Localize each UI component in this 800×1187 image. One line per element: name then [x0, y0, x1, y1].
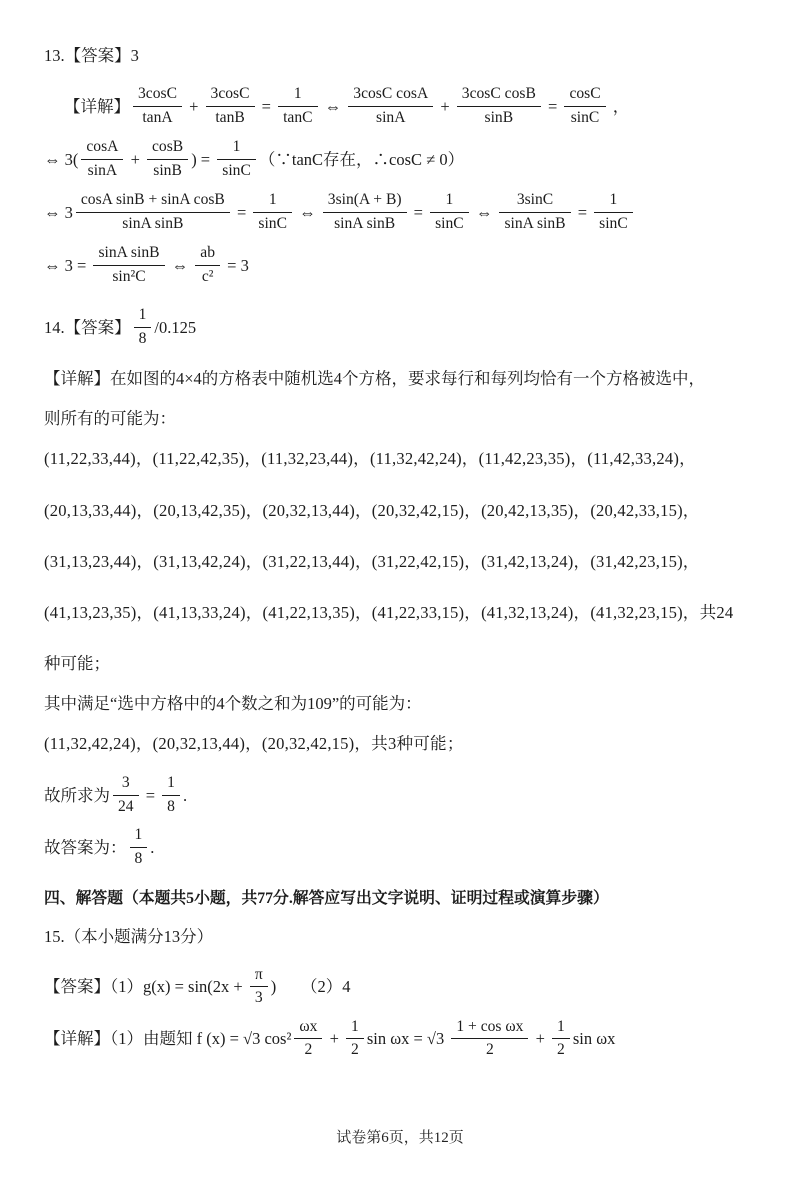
fraction-numerator: sinA sinB — [93, 244, 164, 266]
text-run: f (x) = √3 cos² — [196, 1029, 292, 1049]
fraction-denominator: 2 — [557, 1041, 565, 1059]
text-run: (11,32,42,24)，(20,32,13,44)，(20,32,42,15)，共3种可能； — [44, 734, 464, 754]
fraction-denominator: tanB — [215, 108, 245, 126]
fraction-denominator: 8 — [134, 850, 143, 868]
q14-probability-line — [44, 774, 756, 818]
fraction — [430, 191, 469, 233]
text-run: + — [184, 96, 203, 116]
fraction — [93, 244, 164, 286]
text-run: ) — [270, 977, 277, 997]
fraction-denominator: sinA sinB — [122, 214, 184, 232]
fraction — [499, 191, 570, 233]
fraction-denominator: sinC — [435, 214, 464, 232]
fraction-denominator: sinC — [599, 214, 628, 232]
fraction-denominator: sin²C — [112, 267, 146, 285]
q13-detail-line-4 — [44, 243, 756, 287]
q14-count-line — [44, 652, 756, 675]
fraction — [130, 826, 148, 868]
fraction-numerator: 3cosC — [133, 85, 182, 107]
fraction — [195, 244, 220, 286]
fraction — [76, 191, 230, 233]
q15-detail-line — [44, 1017, 756, 1061]
text-run: ⇔ — [295, 202, 320, 222]
text-run: ⇔ — [471, 202, 497, 222]
fraction-numerator: 3cosC cosA — [348, 85, 433, 107]
fraction-denominator: c² — [201, 267, 214, 285]
fraction — [346, 1018, 364, 1060]
fraction-denominator: 8 — [138, 329, 147, 347]
fraction-denominator: tanA — [142, 108, 173, 126]
fraction — [217, 138, 256, 180]
text-run: = — [409, 202, 428, 222]
text-run: g(x) = sin(2x + — [143, 977, 247, 997]
fraction-denominator: sinB — [153, 161, 182, 179]
fraction-numerator: π — [250, 966, 268, 988]
fraction-denominator: sinA — [87, 161, 118, 179]
text-run: 13.【答案】3 — [44, 46, 139, 65]
q14-possibilities-label — [44, 407, 756, 430]
fraction-numerator: 1 — [217, 138, 256, 160]
q14-tuple-row-1 — [44, 447, 756, 470]
text-run: sin ωx = √3 — [366, 1029, 449, 1049]
text-run: 则所有的可能为： — [44, 409, 176, 429]
text-run: ) = — [191, 149, 215, 169]
text-run: (11,22,33,44)，(11,22,42,35)，(11,32,23,44)，(11,32,42,24)，(11,42,23,35)，(11,42,33,24)， — [44, 449, 696, 469]
text-run: + — [126, 149, 144, 169]
text-run: 故所求为 — [44, 786, 110, 806]
fraction — [451, 1018, 528, 1060]
fraction-numerator: ωx — [294, 1018, 322, 1040]
q13-detail-line-1 — [44, 84, 756, 128]
fraction — [278, 85, 317, 127]
fraction — [162, 774, 180, 816]
fraction-numerator: ab — [195, 244, 220, 266]
text-run: sin ωx — [572, 1029, 616, 1049]
text-run: (31,13,23,44)，(31,13,42,24)，(31,22,13,44)，(31,22,42,15)，(31,42,13,24)，(31,42,23,15)， — [44, 551, 700, 571]
fraction-denominator: 2 — [351, 1041, 359, 1059]
text-run: 15.（本小题满分13分） — [44, 926, 214, 946]
text-run: 【答案】（1） — [44, 977, 143, 997]
fraction-denominator: sinC — [570, 108, 600, 126]
fraction — [564, 85, 605, 127]
fraction-denominator: 24 — [118, 798, 134, 816]
fraction-denominator: 8 — [167, 798, 175, 816]
fraction — [206, 85, 255, 127]
text-run: ⇔ 3 = — [44, 255, 91, 275]
fraction — [294, 1018, 322, 1060]
fraction-numerator: 1 — [253, 191, 292, 213]
text-run: = — [543, 96, 562, 116]
q13-answer-line — [44, 44, 756, 67]
fraction — [134, 306, 152, 348]
q14-tuple-row-3 — [44, 550, 756, 573]
fraction-denominator: 2 — [486, 1041, 494, 1059]
text-run: + — [436, 96, 454, 116]
fraction — [147, 138, 188, 180]
fraction-denominator: sinA — [376, 108, 406, 126]
text-run: ⇔ 3( — [44, 149, 79, 169]
text-run: . — [150, 838, 155, 858]
q14-final-answer-line — [44, 826, 756, 870]
fraction-numerator: cosA sinB + sinA cosB — [76, 191, 230, 213]
fraction-numerator: 1 — [346, 1018, 364, 1040]
text-run: 故答案为： — [44, 838, 127, 858]
fraction-numerator: 3cosC — [206, 85, 255, 107]
fraction — [594, 191, 633, 233]
fraction — [348, 85, 433, 127]
fraction — [457, 85, 541, 127]
fraction-numerator: 1 — [594, 191, 633, 213]
q13-detail-line-3 — [44, 190, 756, 234]
fraction — [250, 966, 268, 1008]
q14-detail-intro — [44, 367, 756, 390]
fraction-denominator: tanC — [283, 108, 313, 126]
fraction-numerator: 3 — [113, 774, 139, 796]
fraction-numerator: 1 — [552, 1018, 570, 1040]
text-run: 种可能； — [44, 654, 110, 674]
text-run: 【详解】（1）由题知 — [44, 1029, 197, 1049]
fraction-numerator: cosB — [147, 138, 188, 160]
text-run: （2）4 — [276, 977, 351, 997]
text-run: 【详解】在如图的4×4的方格表中随机选4个方格，要求每行和每列均恰有一个方格被选中， — [44, 369, 706, 389]
document-body — [44, 44, 756, 1061]
text-run: ⇔ — [320, 96, 346, 116]
text-run: (20,13,33,44)，(20,13,42,35)，(20,32,13,44)，(20,32,42,15)，(20,42,13,35)，(20,42,33,15)， — [44, 500, 700, 520]
fraction-numerator: cosA — [81, 138, 123, 160]
text-run: 四、解答题（本题共5小题，共77分.解答应写出文字说明、证明过程或演算步骤） — [44, 889, 609, 907]
q15-answer-line — [44, 965, 756, 1009]
q14-matching-tuples — [44, 732, 756, 755]
text-run: 【详解】 — [64, 96, 130, 116]
text-run: （∵tanC存在，∴cosC ≠ 0） — [258, 149, 465, 169]
fraction-numerator: 3sinC — [499, 191, 570, 213]
fraction-numerator: 1 — [162, 774, 180, 796]
fraction-denominator: sinC — [258, 214, 288, 232]
q14-tuple-row-4 — [44, 601, 756, 624]
fraction-denominator: 2 — [304, 1041, 313, 1059]
fraction — [253, 191, 292, 233]
fraction-numerator: 1 — [134, 306, 152, 328]
section-4-header — [44, 888, 756, 910]
text-run: = — [257, 96, 276, 116]
fraction-denominator: sinC — [222, 161, 251, 179]
text-run: ， — [608, 96, 630, 116]
text-run: + — [325, 1029, 344, 1049]
fraction-numerator: 3cosC cosB — [457, 85, 541, 107]
page-footer: 试卷第6页，共12页 — [336, 1130, 464, 1146]
text-run: (41,13,23,35)，(41,13,33,24)，(41,22,13,35)，(41,22,33,15)，(41,32,13,24)，(41,32,23,15)，共24 — [44, 602, 734, 622]
q14-tuple-row-2 — [44, 499, 756, 522]
text-run: ⇔ 3 — [44, 202, 73, 222]
fraction-numerator: 3sin(A + B) — [323, 191, 407, 213]
q13-detail-line-2 — [44, 137, 756, 181]
fraction-numerator: cosC — [564, 85, 605, 107]
fraction-numerator: 1 — [130, 826, 148, 848]
fraction — [552, 1018, 570, 1060]
fraction-denominator: 3 — [254, 989, 263, 1007]
q15-header — [44, 925, 756, 948]
fraction — [81, 138, 123, 180]
text-run: . — [182, 786, 188, 806]
fraction-numerator: 1 — [278, 85, 317, 107]
text-run: = — [573, 202, 592, 222]
fraction — [113, 774, 139, 816]
fraction — [133, 85, 182, 127]
text-run: = 3 — [223, 255, 249, 275]
q14-condition-line — [44, 692, 756, 715]
text-run: = — [232, 202, 251, 222]
fraction-denominator: sinA sinB — [334, 214, 396, 232]
text-run: 14.【答案】 — [44, 317, 131, 337]
fraction-denominator: sinA sinB — [504, 214, 566, 232]
q14-answer-line — [44, 305, 756, 349]
text-run: = — [141, 786, 160, 806]
fraction-denominator: sinB — [484, 108, 514, 126]
text-run: 其中满足“选中方格中的4个数之和为109”的可能为： — [44, 694, 422, 714]
fraction — [323, 191, 407, 233]
text-run: /0.125 — [154, 317, 197, 337]
fraction-numerator: 1 — [430, 191, 469, 213]
text-run: ⇔ — [167, 255, 193, 275]
fraction-numerator: 1 + cos ωx — [451, 1018, 528, 1040]
text-run: + — [531, 1029, 550, 1049]
